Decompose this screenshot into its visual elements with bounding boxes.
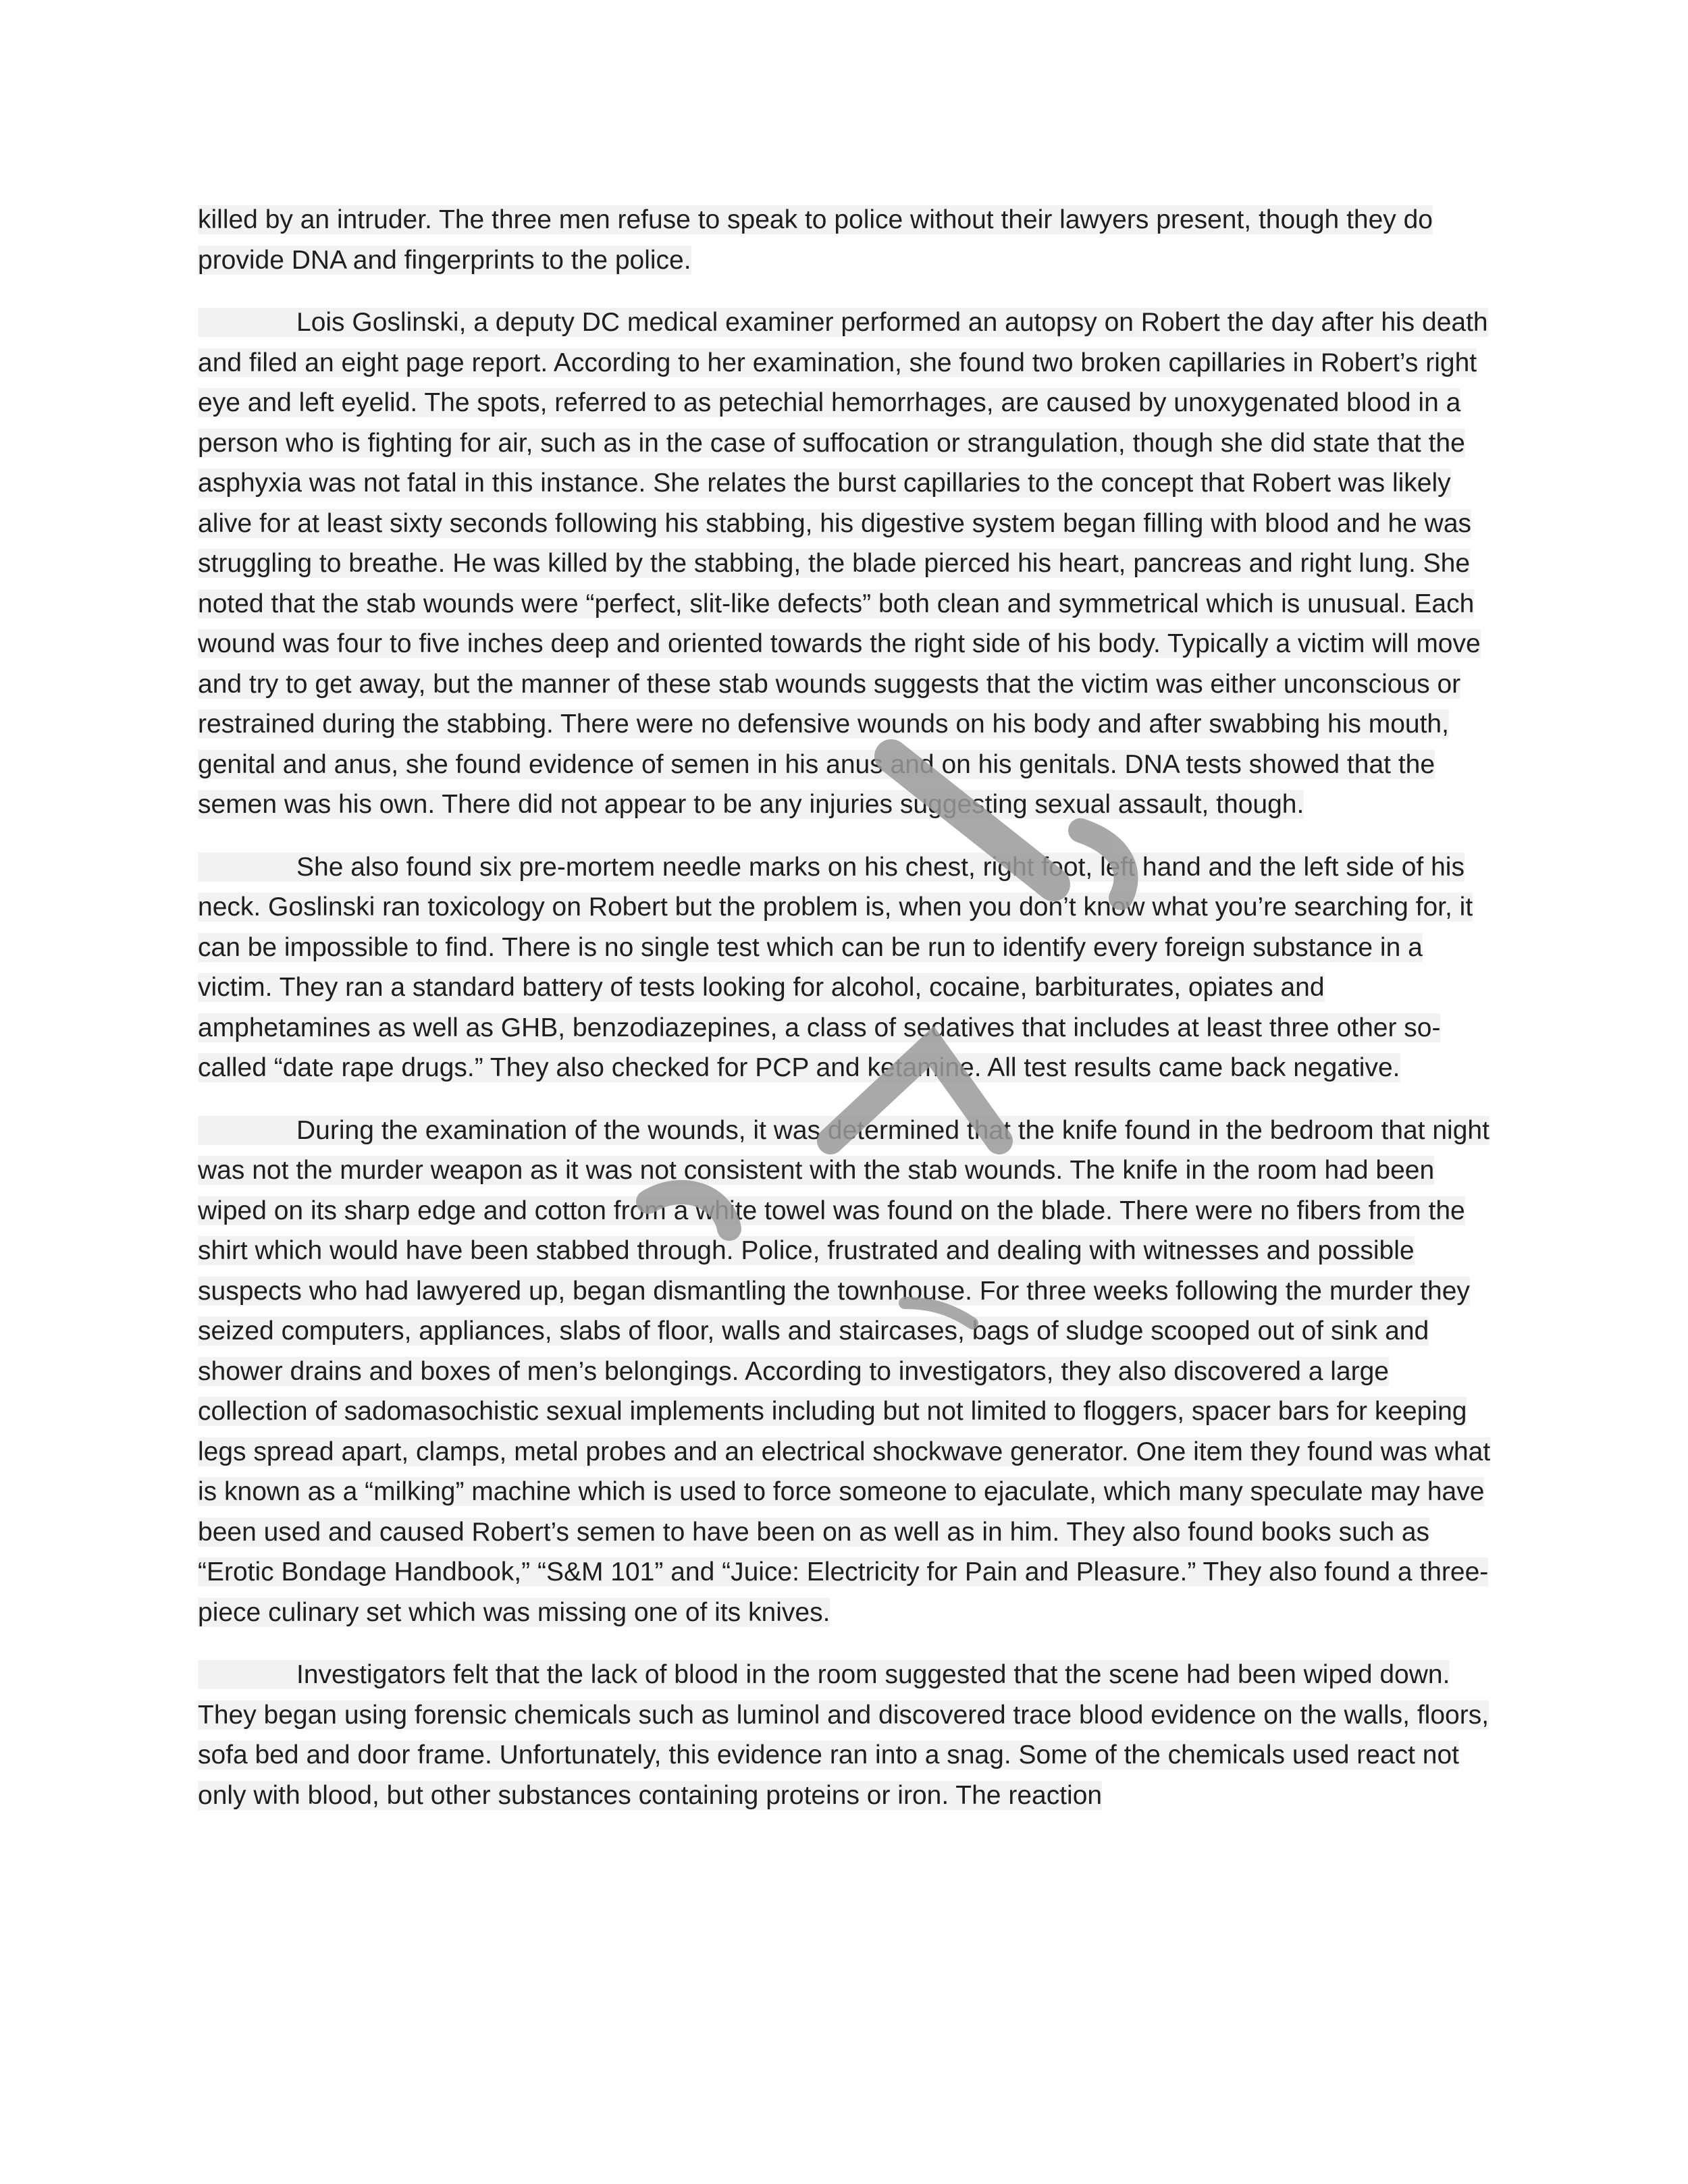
paragraph-3 [198,847,1501,1088]
paragraph-2 [198,302,1501,825]
paragraph-1 [198,200,1501,280]
paragraph-text: During the examination of the wounds, it was determined that the knife found in the bedroom that night was not the murder weapon as it was not consistent with the stab wounds. The knife in the room had been wiped on its sharp edge and cotton from a white towel was found on the blade. There were no fibers from the shirt which would have been stabbed through. Police, frustrated and dealing with witnesses and possible suspects who had lawyered up, began dismantling the townhouse. For three weeks following the murder they seized computers, appliances, slabs of floor, walls and staircases, bags of sludge scooped out of sink and shower drains and boxes of men’s belongings. According to investigators, they also discovered a large collection of sadomasochistic sexual implements including but not limited to floggers, spacer bars for keeping legs spread apart, clamps, metal probes and an electrical shockwave generator. One item they found was what is known as a “milking” machine which is used to force someone to ejaculate, which many speculate may have been used and caused Robert’s semen to have been on as well as in him. They also found books such as “Erotic Bondage Handbook,” “S&M 101” and “Juice: Electricity for Pain and Pleasure.” They also found a three-piece culinary set which was missing one of its knives. [198,1115,1491,1627]
paragraph-text: She also found six pre-mortem needle marks on his chest, right foot, left hand and the left side of his neck. Goslinski ran toxicology on Robert but the problem is, when you don’t know what you’re searching for, it can be impossible to find. There is no single test which can be run to identify every foreign substance in a victim. They ran a standard battery of tests looking for alcohol, cocaine, barbiturates, opiates and amphetamines as well as GHB, benzodiazepines, a class of sedatives that includes at least three other so-called “date rape drugs.” They also checked for PCP and ketamine. All test results came back negative. [198,852,1473,1082]
paragraph-text: Lois Goslinski, a deputy DC medical examiner performed an autopsy on Robert the day after his death and filed an eight page report. According to her examination, she found two broken capillaries in Robert’s right eye and left eyelid. The spots, referred to as petechial hemorrhages, are caused by unoxygenated blood in a person who is fighting for air, such as in the case of suffocation or strangulation, though she did state that the asphyxia was not fatal in this instance. She relates the burst capillaries to the concept that Robert was likely alive for at least sixty seconds following his stabbing, his digestive system began filling with blood and he was struggling to breathe. He was killed by the stabbing, the blade pierced his heart, pancreas and right lung. She noted that the stab wounds were “perfect, slit-like defects” both clean and symmetrical which is unusual. Each wound was four to five inches deep and oriented towards the right side of his body. Typically a victim will move and try to get away, but the manner of these stab wounds suggests that the victim was either unconscious or restrained during the stabbing. There were no defensive wounds on his body and after swabbing his mouth, genital and anus, she found evidence of semen in his anus and on his genitals. DNA tests showed that the semen was his own. There did not appear to be any injuries suggesting sexual assault, though. [198,308,1488,819]
paragraph-5 [198,1655,1501,1815]
paragraph-text: killed by an intruder. The three men refuse to speak to police without their lawyers present, though they do provide DNA and fingerprints to the police. [198,205,1433,275]
document-body [198,200,1501,1838]
paragraph-text: Investigators felt that the lack of blood in the room suggested that the scene had been wiped down. They began using forensic chemicals such as luminol and discovered trace blood evidence on the walls, floors, sofa bed and door frame. Unfortunately, this evidence ran into a snag. Some of the chemicals used react not only with blood, but other substances containing proteins or iron. The reaction [198,1660,1489,1810]
paragraph-4 [198,1111,1501,1633]
